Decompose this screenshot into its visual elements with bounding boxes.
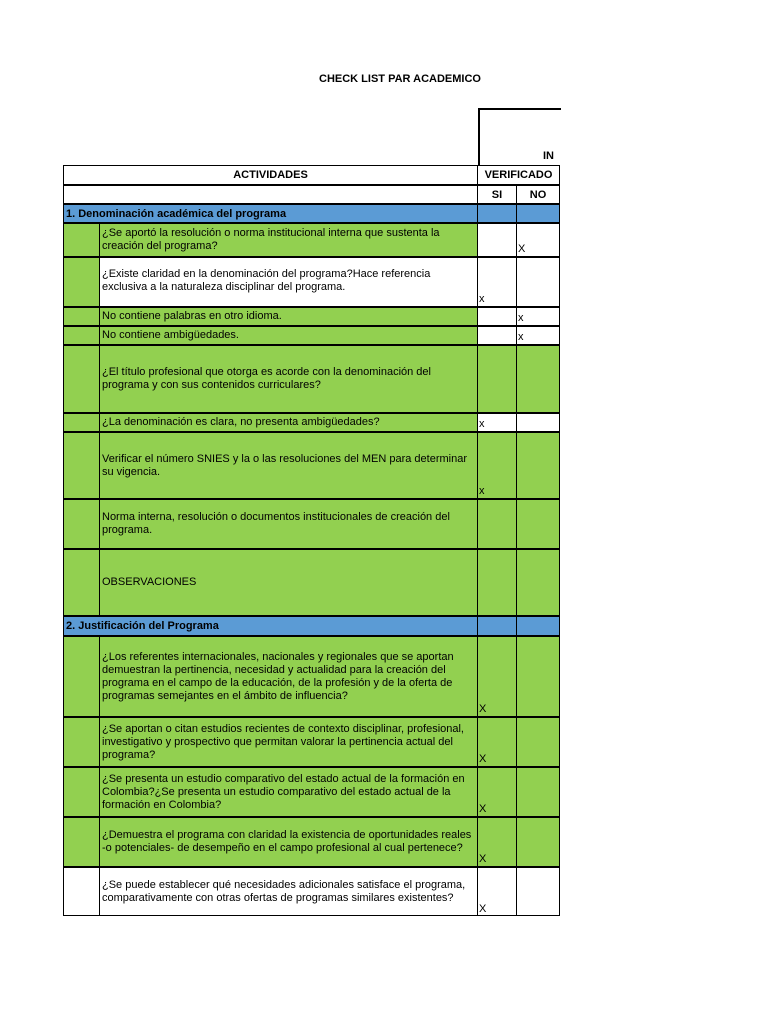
checklist-row <box>63 549 560 616</box>
si-cell <box>478 717 517 767</box>
si-cell <box>478 345 517 413</box>
no-cell <box>517 345 560 413</box>
header-partial-label: IN <box>543 150 554 162</box>
no-mark: x <box>518 331 524 343</box>
checklist-row <box>63 432 560 499</box>
verified-header: VERIFICADO <box>478 165 560 185</box>
activity-text: OBSERVACIONES <box>100 549 478 616</box>
si-header: SI <box>478 185 517 204</box>
activity-text: ¿Existe claridad en la denominación del programa?Hace referencia exclusiva a la naturaleza disciplinar del programa. <box>100 257 478 307</box>
no-header: NO <box>517 185 560 204</box>
header-row <box>63 165 560 185</box>
si-cell <box>478 413 517 432</box>
row-index-cell <box>63 499 100 549</box>
checklist-row <box>63 867 560 916</box>
si-cell <box>478 307 517 326</box>
no-cell <box>517 204 560 223</box>
row-index-cell <box>63 413 100 432</box>
si-cell <box>478 616 517 636</box>
row-index-cell <box>63 767 100 817</box>
si-cell <box>478 817 517 867</box>
checklist-row <box>63 636 560 717</box>
checklist-row <box>63 326 560 345</box>
checklist-row <box>63 257 560 307</box>
row-index-cell <box>63 432 100 499</box>
checklist-row <box>63 717 560 767</box>
no-cell <box>517 616 560 636</box>
si-cell <box>478 204 517 223</box>
row-index-cell <box>63 636 100 717</box>
row-index-cell <box>63 257 100 307</box>
si-cell <box>478 257 517 307</box>
checklist-row <box>63 499 560 549</box>
no-cell <box>517 413 560 432</box>
si-mark: x <box>479 418 485 430</box>
row-index-cell <box>63 867 100 916</box>
si-cell <box>478 326 517 345</box>
no-cell <box>517 767 560 817</box>
si-cell <box>478 549 517 616</box>
row-index-cell <box>63 717 100 767</box>
no-cell <box>517 549 560 616</box>
activity-text: ¿Se puede establecer qué necesidades adicionales satisface el programa, comparativamente con otras ofertas de programas similares existentes? <box>100 867 478 916</box>
activity-text: ¿Se presenta un estudio comparativo del estado actual de la formación en Colombia?¿Se presenta un estudio comparativo del estado actual de la formación en Colombia? <box>100 767 478 817</box>
si-cell <box>478 432 517 499</box>
subheader-blank <box>63 185 478 204</box>
si-cell <box>478 636 517 717</box>
subheader-row <box>63 185 560 204</box>
activity-text: ¿Se aportó la resolución o norma institucional interna que sustenta la creación del programa? <box>100 223 478 257</box>
no-cell <box>517 499 560 549</box>
no-cell <box>517 307 560 326</box>
activity-text: ¿Se aportan o citan estudios recientes de contexto disciplinar, profesional, investigativo y prospectivo que permitan valorar la pertinencia actual del programa? <box>100 717 478 767</box>
activity-text: Verificar el número SNIES y la o las resoluciones del MEN para determinar su vigencia. <box>100 432 478 499</box>
si-cell <box>478 223 517 257</box>
no-cell <box>517 636 560 717</box>
no-cell <box>517 223 560 257</box>
checklist-row <box>63 767 560 817</box>
row-index-cell <box>63 223 100 257</box>
activity-text: ¿Demuestra el programa con claridad la existencia de oportunidades reales -o potenciales- de desempeño en el campo profesional al cual pertenece? <box>100 817 478 867</box>
no-mark: x <box>518 312 524 324</box>
si-mark: X <box>479 903 487 915</box>
section-row <box>63 616 560 636</box>
section-title: 2. Justificación del Programa <box>63 616 478 636</box>
si-cell <box>478 767 517 817</box>
si-mark: X <box>479 753 487 765</box>
no-cell <box>517 817 560 867</box>
no-cell <box>517 432 560 499</box>
activity-text: ¿Los referentes internacionales, nacionales y regionales que se aportan demuestran la pertinencia, necesidad y actualidad para la creación del programa en el campo de la educación, de la profesión y de la oferta de programas semejantes en el ámbito de influencia? <box>100 636 478 717</box>
checklist-row <box>63 307 560 326</box>
row-index-cell <box>63 549 100 616</box>
si-cell <box>478 499 517 549</box>
si-cell <box>478 867 517 916</box>
checklist-row <box>63 345 560 413</box>
row-index-cell <box>63 817 100 867</box>
checklist-row <box>63 413 560 432</box>
row-index-cell <box>63 326 100 345</box>
si-mark: X <box>479 703 487 715</box>
si-mark: x <box>479 485 485 497</box>
si-mark: x <box>479 293 485 305</box>
row-index-cell <box>63 307 100 326</box>
activity-text: Norma interna, resolución o documentos institucionales de creación del programa. <box>100 499 478 549</box>
si-mark: X <box>479 853 487 865</box>
activity-text: No contiene ambigüedades. <box>100 326 478 345</box>
activity-text: No contiene palabras en otro idioma. <box>100 307 478 326</box>
no-cell <box>517 717 560 767</box>
section-title: 1. Denominación académica del programa <box>63 204 478 223</box>
checklist-row <box>63 817 560 867</box>
si-mark: X <box>479 803 487 815</box>
no-cell <box>517 867 560 916</box>
activities-header: ACTIVIDADES <box>63 165 478 185</box>
page-title: CHECK LIST PAR ACADEMICO <box>319 73 481 85</box>
no-cell <box>517 257 560 307</box>
activity-text: ¿La denominación es clara, no presenta ambigüedades? <box>100 413 478 432</box>
row-index-cell <box>63 345 100 413</box>
checklist-row <box>63 223 560 257</box>
no-cell <box>517 326 560 345</box>
no-mark: X <box>518 243 526 255</box>
activity-text: ¿El título profesional que otorga es acorde con la denominación del programa y con sus contenidos curriculares? <box>100 345 478 413</box>
section-row <box>63 204 560 223</box>
